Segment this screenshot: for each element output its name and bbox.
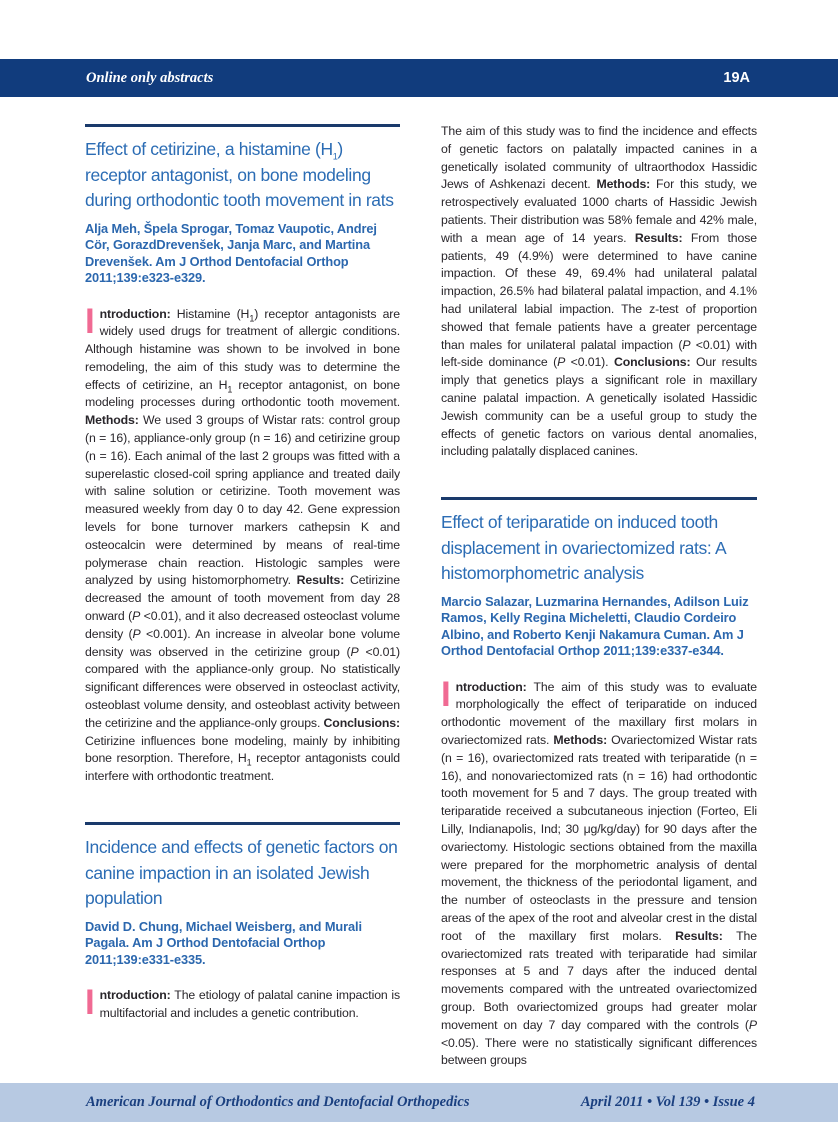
abstract-text: [85, 301, 400, 787]
article-divider-rule: [85, 822, 400, 825]
abstract-runs: ntroduction: The etiology of palatal canine impaction is multifactorial and includes a genetic contribution.: [99, 988, 400, 1020]
article-teriparatide: [441, 497, 757, 1070]
article-authors: Marcio Salazar, Luzmarina Hernandes, Adilson Luiz Ramos, Kelly Regina Micheletti, Claudio Cordeiro Albino, and Roberto Kenji Nakamura Cuman. Am J Orthod Dentofacial Orthop 2011;139:e337-e344.: [441, 593, 749, 659]
article-authors: David D. Chung, Michael Weisberg, and Murali Pagala. Am J Orthod Dentofacial Orthop 2011;139:e331-e335.: [85, 918, 362, 967]
abstract-text: [85, 983, 400, 1023]
journal-name: American Journal of Orthodontics and Dentofacial Orthopedics: [86, 1094, 470, 1110]
drop-cap: I: [85, 301, 95, 341]
drop-cap: I: [441, 674, 451, 714]
left-column: [85, 123, 400, 1081]
abstract-runs: ntroduction: Histamine $(H_1)$ receptor antagonists are widely used drugs for treatment of allergic conditions. Although histamine was shown to be involved in bone remodeling, the aim of this study was to determine the effects of cetirizine, an $H_1$ receptor antagonist, on bone modeling processes during orthodontic tooth movement. Methods: We used 3 groups of Wistar rats: control group (n = 16), appliance-only group (n = 16) and cetirizine group (n = 16). Each animal of the last 2 groups was fitted with a superelastic closed-coil spring appliance and treated daily with saline solution or cetirizine. Tooth movement was measured weekly from day 0 to day 42. Gene expression levels for bone turnover markers cathepsin K and osteocalcin were determined by means of real-time polymerase chain reaction. Histologic samples were analyzed by using histomorphometry. Results: Cetirizine decreased the amount of tooth movement from day 28 onward (P <0.01), and it also decreased osteoclast volume density (P <0.001). An increase in alveolar bone volume density was observed in the cetirizine group (P <0.01) compared with the appliance-only group. No statistically significant differences were observed in osteoclast activity, osteoblast volume density, and osteoblast activity between the cetirizine and the appliance-only groups. Conclusions: Cetirizine influences bone modeling, mainly by inhibiting bone resorption. Therefore, $H_1$ receptor antagonists could interfere with orthodontic treatment.: [85, 306, 400, 784]
running-head: Online only abstracts: [86, 69, 214, 86]
article-title: Effect of teriparatide on induced tooth displacement in ovariectomized rats: A histomorphometric analysis: [441, 512, 726, 584]
article-authors: Alja Meh, Špela Sprogar, Tomaz Vaupotic, Andrej Cör, GorazdDrevenšek, Janja Marc, and Martina Drevenšek. Am J Orthod Dentofacial Orthop 2011;139:e323-e329.: [85, 220, 377, 285]
abstract-text: [441, 674, 757, 1071]
article-divider-rule: [85, 124, 400, 127]
footer-bar: [0, 1083, 838, 1122]
abstract-continuation: The aim of this study was to find the incidence and effects of genetic factors on palatally impacted canines in a genetically isolated community of ultraorthodox Hassidic Jews of Ashkenazi decent. Methods: For this study, we retrospectively evaluated 1000 charts of Hassidic Jewish patients. Their distribution was 58% female and 42% male, with a mean age of 14 years. Results: From those patients, 49 (4.9%) were determined to have canine impaction. Of these 49, 69.4% had unilateral palatal impaction, 26.5% had bilateral palatal impaction, and 4.1% had unilateral labial impaction. The z-test of proportion showed that female patients have a greater percentage than males for unilateral palatal impaction (P <0.01) with left-side dominance (P <0.01). Conclusions: Our results imply that genetics plays a significant role in maxillary canine palatal impaction. A genetically isolated Hassidic Jewish community can be a useful group to study the effects of genetic factors on various dental anomalies, including palatally displaced canines.: [441, 124, 757, 459]
article-cetirizine: [85, 124, 400, 786]
article-divider-rule: [441, 497, 757, 500]
drop-cap: I: [85, 983, 95, 1023]
article-canine-impaction: [85, 822, 400, 1023]
article-title: Incidence and effects of genetic factors on canine impaction in an isolated Jewish population: [85, 837, 398, 909]
right-column: [441, 123, 757, 1081]
header-bar: [0, 59, 838, 97]
abstract-runs: ntroduction: The aim of this study was to evaluate morphologically the effect of teriparatide on induced orthodontic movement of the maxillary first molars in ovariectomized rats. Methods: Ovariectomized Wistar rats (n = 16), ovariectomized rats treated with teriparatide (n = 16), and nonovariectomized rats (n = 16) had orthodontic tooth movement for 5 and 7 days. The group treated with teriparatide received a subcutaneous injection (Forteo, Eli Lilly, Indianapolis, Ind; 30 μg/kg/day) for 90 days after the ovariectomy. Histologic sections obtained from the maxilla were prepared for the morphometric analysis of dental movement, the thickness of the periodontal ligament, and the number of osteoclasts in the pressure and tension areas of the apex of the root and alveolar crest in the distal root of the maxillary first molars. Results: The ovariectomized rats treated with teriparatide had similar responses at 5 and 7 days after the induced dental movements compared with the untreated ovariectomized group. Both ovariectomized groups had greater molar movement on day 7 day compared with the controls (P <0.05). There were no statistically significant differences between groups: [441, 679, 757, 1068]
issue-info: April 2011 • Vol 139 • Issue 4: [580, 1094, 755, 1110]
page-number: 19A: [723, 70, 750, 86]
article-title: Effect of cetirizine, a histamine $(H_1)$ receptor antagonist, on bone modeling during orthodontic tooth movement in rats: [85, 139, 394, 210]
